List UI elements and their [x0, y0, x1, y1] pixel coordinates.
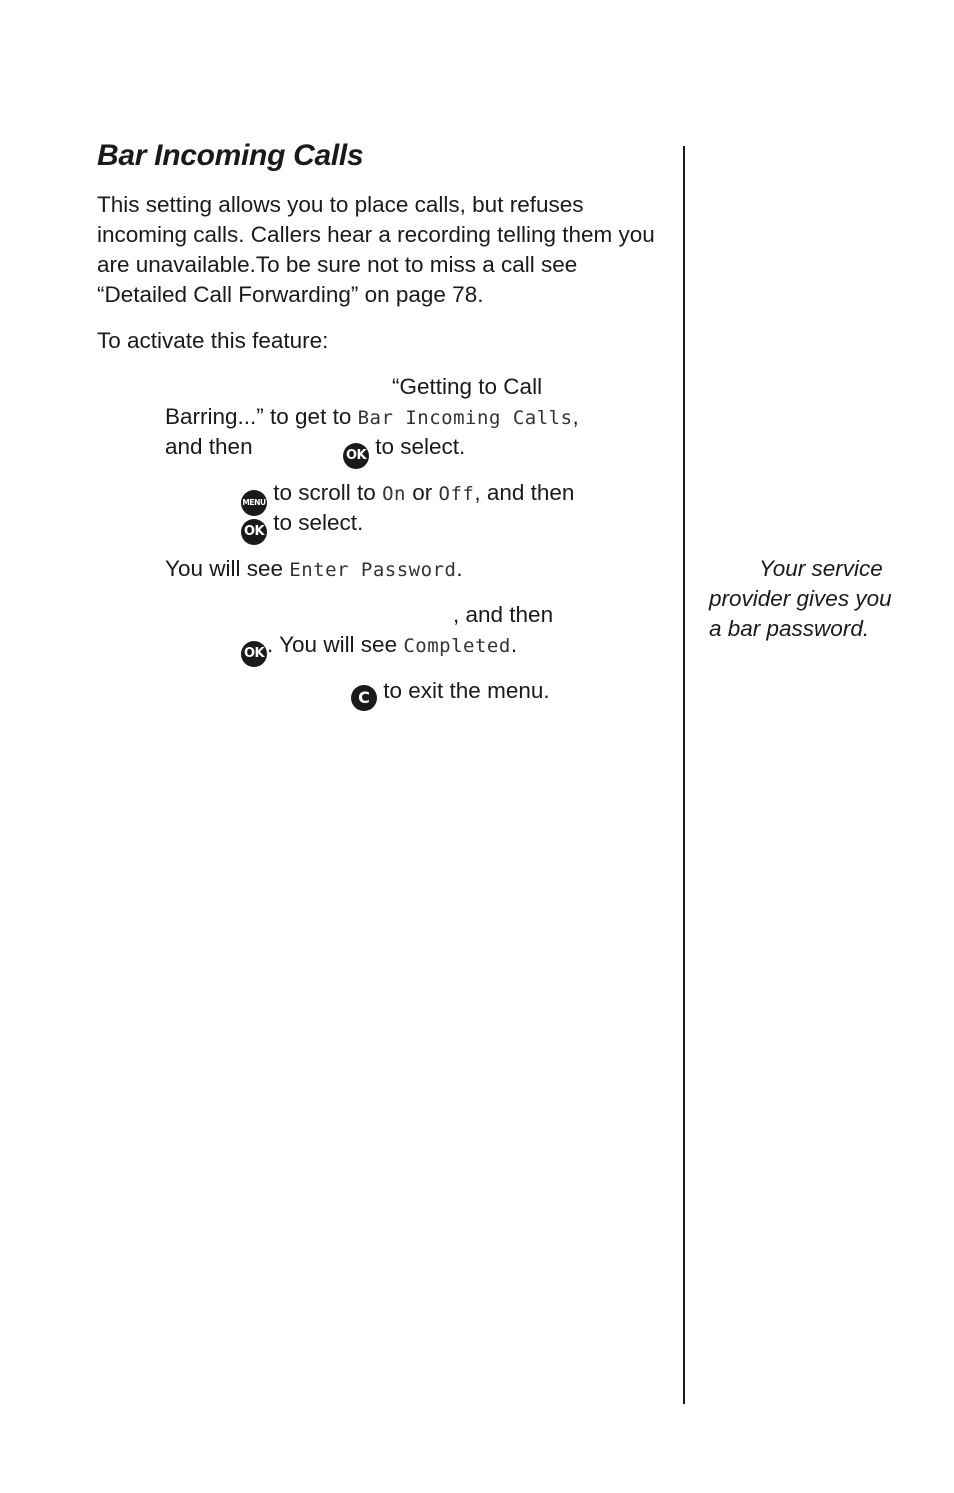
display-text-bar-incoming-calls: Bar Incoming Calls: [357, 407, 573, 429]
step2-text-1: to scroll to: [273, 480, 376, 505]
ok-key-icon: OK: [343, 443, 369, 469]
side-note: [709, 554, 899, 644]
activate-lead: To activate this feature:: [97, 328, 329, 353]
step2-text-2: , and then: [474, 480, 575, 505]
step4-period: .: [510, 632, 518, 657]
step1-line2: [165, 402, 579, 433]
side-note-text: Your service provider gives you a bar password.: [709, 556, 892, 641]
step2-or: or: [412, 480, 433, 505]
step3-text-1: You will see: [165, 556, 283, 581]
ok-key-icon: OK: [241, 519, 267, 545]
section-title: Bar Incoming Calls: [97, 139, 364, 172]
display-text-enter-password: Enter Password: [289, 559, 457, 581]
step4-text-1: , and then: [453, 602, 554, 627]
step1-text-3: and then: [165, 434, 253, 459]
step1-text-1: “Getting to Call: [392, 374, 543, 399]
margin-divider: [683, 146, 685, 1404]
step4-line2: [241, 630, 517, 667]
step5-line: [351, 676, 550, 711]
menu-key-icon: MENU: [241, 490, 267, 516]
step4-text-2: . You will see: [267, 632, 398, 657]
step2-line2: [241, 508, 363, 545]
display-text-off: Off: [438, 483, 475, 505]
c-key-icon: C: [351, 685, 377, 711]
step1-comma: ,: [572, 404, 579, 429]
step3-line: [165, 554, 463, 585]
display-text-on: On: [382, 483, 406, 505]
step5-text: to exit the menu.: [383, 678, 550, 703]
display-text-completed: Completed: [403, 635, 511, 657]
step1-line3: [165, 432, 253, 462]
step4-line1: [453, 600, 553, 630]
step1-line1: [392, 372, 542, 402]
ok-key-icon: OK: [241, 641, 267, 667]
step1-text-4: to select.: [375, 434, 466, 459]
step1-text-2: Barring...” to get to: [165, 404, 352, 429]
step2-text-3: to select.: [273, 510, 364, 535]
step3-period: .: [456, 556, 463, 581]
intro-paragraph: This setting allows you to place calls, but refuses incoming calls. Callers hear a recording telling them you are unavailable.To be sure not to miss a call see “Detailed Call Forwarding” on page 78.: [97, 192, 655, 307]
step1-line3-key: [343, 432, 465, 469]
